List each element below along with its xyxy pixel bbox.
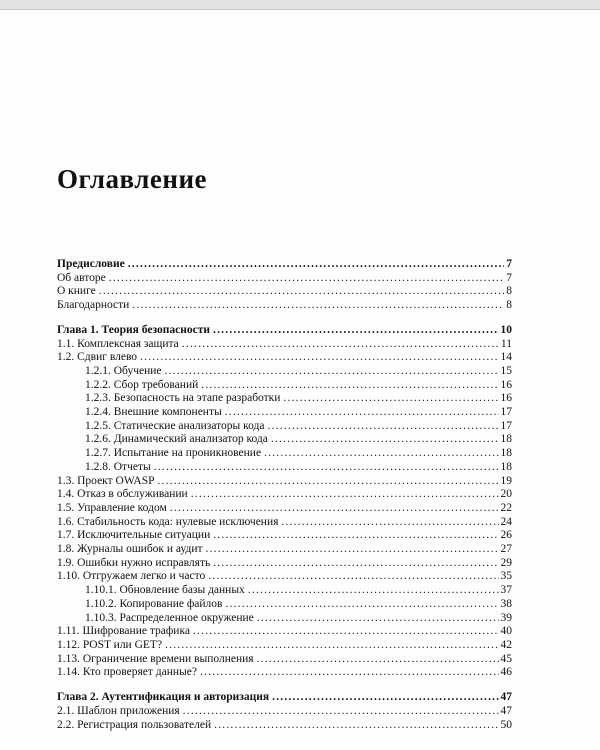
toc-entry-page: 40 [500, 625, 512, 638]
toc-entry-page: 7 [506, 258, 512, 270]
toc-leader-dots [271, 433, 499, 447]
toc-leader-dots [213, 529, 498, 543]
toc-leader-dots [248, 584, 499, 598]
toc-entry [57, 338, 512, 352]
toc-entry-label: 1.2. Сдвиг влево [57, 351, 138, 364]
toc-entry-label: 1.10.2. Копирование файлов [85, 597, 223, 610]
toc-entry [57, 447, 512, 461]
toc-entry-label: Глава 2. Аутентификация и авторизация [57, 691, 270, 704]
toc-leader-dots [200, 666, 499, 680]
toc-leader-dots [225, 598, 498, 612]
toc-leader-dots [272, 691, 498, 705]
toc-entry-page: 10 [500, 323, 512, 336]
toc-entry-page: 17 [500, 406, 512, 419]
toc-leader-dots [213, 324, 498, 338]
toc-entry-label: 1.6. Стабильность кода: нулевые исключения [57, 515, 279, 528]
toc-entry-page: 35 [500, 570, 512, 583]
toc-leader-dots [154, 461, 499, 475]
toc-entry [57, 258, 512, 272]
toc-entry-label: 1.13. Ограничение времени выполнения [57, 652, 254, 665]
toc-entry [57, 392, 512, 406]
toc-entry-label: 1.7. Исключительные ситуации [57, 529, 211, 542]
toc-entry-page: 19 [500, 474, 512, 487]
toc-entry [57, 691, 512, 705]
toc-entry-label: Благодарности [57, 299, 130, 312]
toc-entry-page: 24 [500, 515, 512, 528]
toc-entry [57, 625, 512, 639]
toc-entry [57, 420, 512, 434]
toc-entry-page: 18 [500, 447, 512, 460]
toc-entry-label: 1.1. Комплексная защита [57, 337, 179, 350]
toc-entry [57, 653, 512, 667]
toc-entry [57, 570, 512, 584]
toc-entry [57, 705, 512, 719]
toc-entry-page: 7 [506, 271, 512, 284]
toc-entry-page: 20 [500, 488, 512, 501]
page-title: Оглавление [57, 164, 207, 194]
toc-entry-label: 1.4. Отказ в обслуживании [57, 488, 188, 501]
toc-leader-dots [170, 502, 499, 516]
toc-entry-label: Глава 1. Теория безопасности [57, 323, 211, 336]
toc-entry-label: 1.2.6. Динамический анализатор кода [85, 433, 268, 446]
toc-entry [57, 272, 512, 286]
toc-leader-dots [201, 379, 498, 393]
toc-leader-dots [128, 258, 505, 272]
toc-leader-dots [267, 420, 498, 434]
toc-entry [57, 488, 512, 502]
toc-leader-dots [214, 719, 498, 733]
toc-entry-page: 22 [500, 501, 512, 514]
toc-leader-dots [213, 557, 498, 571]
toc-entry [57, 557, 512, 571]
toc-leader-dots [281, 516, 498, 530]
toc-entry [57, 529, 512, 543]
toc-leader-dots [109, 272, 504, 286]
toc-entry-page: 8 [506, 285, 512, 298]
toc-leader-dots [99, 285, 505, 299]
toc-entry-page: 47 [500, 704, 512, 717]
toc-leader-dots [225, 406, 499, 420]
toc-entry-page: 39 [500, 611, 512, 624]
toc-entry-page: 50 [500, 718, 512, 731]
toc-entry [57, 379, 512, 393]
toc-entry-page: 47 [500, 691, 512, 704]
toc-entry-label: 1.2.8. Отчеты [85, 460, 151, 473]
toc-entry-page: 16 [500, 392, 512, 405]
toc-entry-label: 1.14. Кто проверяет данные? [57, 666, 197, 679]
toc-entry [57, 639, 512, 653]
toc-entry-label: 1.2.4. Внешние компоненты [85, 406, 222, 419]
toc-entry [57, 299, 512, 313]
toc-entry [57, 351, 512, 365]
toc-entry [57, 502, 512, 516]
toc-entry [57, 475, 512, 489]
toc-entry-label: 1.5. Управление кодом [57, 501, 167, 514]
toc-leader-dots [206, 543, 499, 557]
toc-entry-page: 11 [500, 337, 512, 350]
toc-entry-page: 17 [500, 419, 512, 432]
toc-entry-page: 29 [500, 556, 512, 569]
toc-entry-page: 27 [500, 543, 512, 556]
toc-leader-dots [165, 639, 498, 653]
toc-entry [57, 543, 512, 557]
toc-entry-page: 38 [500, 597, 512, 610]
toc-leader-dots [158, 475, 499, 489]
toc-entry [57, 433, 512, 447]
toc-entry-label: Об авторе [57, 271, 106, 284]
toc-leader-dots [193, 625, 499, 639]
toc-leader-dots [132, 299, 504, 313]
toc-entry [57, 365, 512, 379]
page-top-edge [0, 0, 600, 10]
toc-entry-label: 2.1. Шаблон приложения [57, 704, 180, 717]
toc-entry-label: Предисловие [57, 258, 125, 270]
document-page [0, 10, 600, 750]
toc-entry-page: 45 [500, 652, 512, 665]
toc-entry [57, 584, 512, 598]
toc-entry-label: 1.8. Журналы ошибок и аудит [57, 543, 203, 556]
toc-entry [57, 719, 512, 733]
toc-entry-label: 2.2. Регистрация пользователей [57, 718, 212, 731]
toc-entry [57, 461, 512, 475]
toc-leader-dots [264, 447, 498, 461]
toc-entry-label: 1.11. Шифрование трафика [57, 625, 190, 638]
toc-entry-label: 1.2.2. Сбор требований [85, 378, 199, 391]
toc-leader-dots [140, 351, 498, 365]
toc-entry-label: О книге [57, 285, 96, 298]
toc-entry-page: 14 [500, 351, 512, 364]
toc-entry [57, 666, 512, 680]
toc-entry-page: 8 [506, 299, 512, 312]
toc-entry-label: 1.2.3. Безопасность на этапе разработки [85, 392, 281, 405]
toc-entry-label: 1.10.1. Обновление базы данных [85, 584, 245, 597]
toc-entry-page: 42 [500, 638, 512, 651]
toc-leader-dots [283, 392, 498, 406]
toc-entry-page: 15 [500, 364, 512, 377]
toc-entry [57, 406, 512, 420]
toc-entry-label: 1.2.7. Испытание на проникновение [85, 447, 262, 460]
toc-entry-page: 16 [500, 378, 512, 391]
toc-entry-label: 1.2.5. Статические анализаторы кода [85, 419, 265, 432]
toc-entry [57, 598, 512, 612]
toc-entry-page: 37 [500, 584, 512, 597]
toc-entry-page: 46 [500, 666, 512, 679]
toc-leader-dots [191, 488, 499, 502]
toc-entry [57, 324, 512, 338]
toc-entry-page: 26 [500, 529, 512, 542]
toc-entry-page: 18 [500, 460, 512, 473]
toc-leader-dots [182, 338, 499, 352]
toc-entry-label: 1.9. Ошибки нужно исправлять [57, 556, 211, 569]
toc-entry [57, 516, 512, 530]
toc-entry-label: 1.10.3. Распределенное окружение [85, 611, 254, 624]
toc-entry [57, 612, 512, 626]
toc-leader-dots [257, 653, 499, 667]
toc-entry-page: 18 [500, 433, 512, 446]
toc-list [57, 258, 512, 732]
toc-entry-label: 1.2.1. Обучение [85, 364, 162, 377]
toc-leader-dots [165, 365, 499, 379]
toc-entry-label: 1.3. Проект OWASP [57, 474, 155, 487]
toc-leader-dots [183, 705, 499, 719]
toc-entry-label: 1.12. POST или GET? [57, 638, 163, 651]
toc-leader-dots [208, 570, 498, 584]
toc-entry [57, 285, 512, 299]
toc-leader-dots [257, 612, 499, 626]
toc-entry-label: 1.10. Отгружаем легко и часто [57, 570, 206, 583]
